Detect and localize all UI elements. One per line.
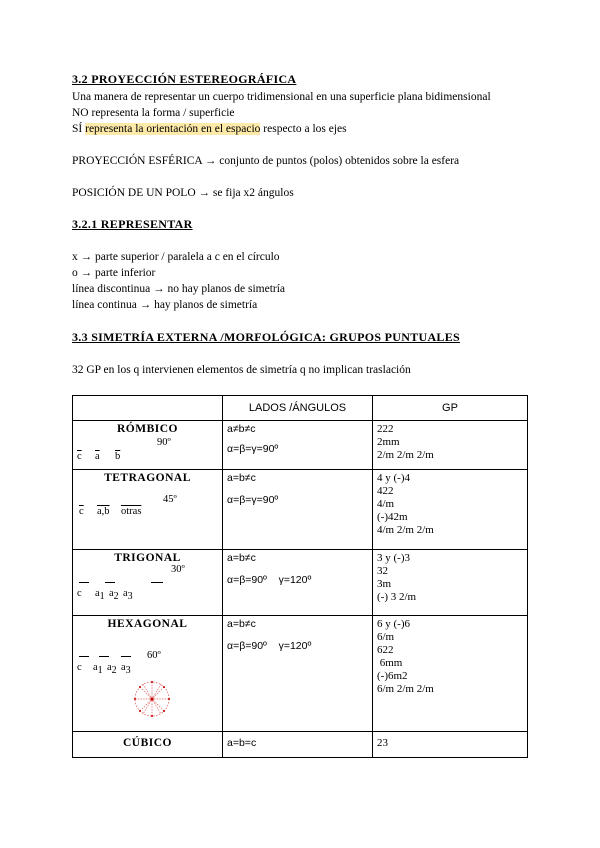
axis-label: otras <box>121 506 142 517</box>
sides-value: a=b≠c <box>227 472 256 484</box>
gp-value: 3 y (-)3 <box>377 552 410 564</box>
gp-value: (-) 3 2/m <box>377 591 417 603</box>
system-cell <box>73 550 223 616</box>
axis-label: $\overline{c}$ <box>79 506 84 517</box>
system-name: CÚBICO <box>122 737 172 749</box>
overline-mark <box>79 582 89 583</box>
system-cell <box>73 616 223 732</box>
gp-value: 6 y (-)6 <box>377 618 410 630</box>
sides-angles-cell <box>223 616 373 732</box>
axis-label: a,b <box>97 506 110 517</box>
axis-label: c <box>77 588 82 599</box>
point-groups-table <box>72 395 528 758</box>
angles-part: α=β=90º <box>227 574 267 586</box>
axis-label <box>95 588 105 602</box>
gp-value: 2/m 2/m 2/m <box>377 449 434 461</box>
overline-mark <box>151 582 163 583</box>
axis-letter: a <box>95 588 100 599</box>
axis-label <box>123 588 133 602</box>
text-line: NO representa la forma / superficie <box>72 107 235 119</box>
sides-value: a≠b≠c <box>227 423 256 435</box>
text-line: PROYECCIÓN ESFÉRICA → conjunto de puntos (polos) obtenidos sobre la esfera <box>72 155 460 167</box>
heading-3-2-1: 3.2.1 REPRESENTAR <box>72 217 193 231</box>
sides-value: a=b=c <box>227 737 257 749</box>
table-row <box>73 470 528 550</box>
text-line: POSICIÓN DE UN POLO → se fija x2 ángulos <box>72 187 294 199</box>
axis-label: $\overline{a}$ <box>95 451 100 462</box>
sides-angles-cell <box>223 421 373 470</box>
axis-label <box>93 662 103 676</box>
axis-label <box>109 588 119 602</box>
gp-value: 4/m <box>377 498 395 510</box>
text-line: 32 GP en los q intervienen elementos de simetría q no implican traslación <box>72 364 411 376</box>
overline-mark <box>105 582 115 583</box>
angles-value: α=β=γ=90º <box>227 494 279 506</box>
angles-value: α=β=γ=90º <box>227 443 279 455</box>
overline-mark <box>121 656 131 657</box>
axis-subscript: 1 <box>99 591 105 603</box>
angle-label: 60º <box>147 650 161 661</box>
gp-value: 622 <box>377 644 394 656</box>
axis-label: c <box>77 662 82 673</box>
angles-value <box>227 574 368 586</box>
gp-value: 32 <box>377 565 388 577</box>
gp-value: 422 <box>377 485 394 497</box>
system-cell <box>73 470 223 550</box>
text-span: respecto a los ejes <box>260 123 347 135</box>
gp-value: 6/m 2/m 2/m <box>377 683 434 695</box>
gp-value: (-)42m <box>377 511 408 523</box>
list-item: x → parte superior / paralela a c en el círculo <box>72 251 280 263</box>
gp-value: 4/m 2/m 2/m <box>377 524 434 536</box>
gp-cell <box>373 550 528 616</box>
system-name: HEXAGONAL <box>107 618 188 630</box>
system-name: TRIGONAL <box>114 552 181 564</box>
gp-value: 2mm <box>377 436 400 448</box>
heading-3-3: 3.3 SIMETRÍA EXTERNA /MORFOLÓGICA: GRUPOS PUNTUALES <box>72 330 461 344</box>
gp-cell <box>373 470 528 550</box>
gp-value: 4 y (-)4 <box>377 472 410 484</box>
list-item: línea continua → hay planos de simetría <box>72 299 258 311</box>
table-header: LADOS /ÁNGULOS <box>223 396 373 421</box>
stereographic-projection-diagram <box>127 676 177 722</box>
axis-label: $\overline{b}$ <box>115 451 121 462</box>
gp-value: 222 <box>377 423 394 435</box>
gp-value: 3m <box>377 578 392 590</box>
table-row <box>73 550 528 616</box>
list-item: línea discontinua → no hay planos de simetría <box>72 283 286 295</box>
angles-value <box>227 640 368 652</box>
angles-part: α=β=90º <box>227 640 267 652</box>
axis-label <box>107 662 117 676</box>
axis-letter: a <box>121 662 126 673</box>
table-header-row <box>73 396 528 421</box>
axis-letter: a <box>123 588 128 599</box>
gp-value: 6/m <box>377 631 395 643</box>
system-name: TETRAGONAL <box>104 472 191 484</box>
table-header <box>73 396 223 421</box>
axis-letter: a <box>93 662 98 673</box>
overline-mark <box>79 656 89 657</box>
axis-label: $\overline{c}$ <box>77 451 82 462</box>
list-item: o → parte inferior <box>72 267 156 279</box>
axis-label <box>121 662 131 676</box>
text-line: Una manera de representar un cuerpo tridimensional en una superficie plana bidimensional <box>72 91 491 103</box>
angle-label: 45º <box>163 494 177 505</box>
text-line <box>72 122 347 136</box>
sides-value: a=b≠c <box>227 618 256 630</box>
overline-mark <box>99 656 109 657</box>
sides-angles-cell <box>223 470 373 550</box>
table-row <box>73 732 528 758</box>
heading-3-2: 3.2 PROYECCIÓN ESTEREOGRÁFICA <box>72 72 297 86</box>
table-header: GP <box>373 396 528 421</box>
gp-value: 6mm <box>377 657 403 669</box>
axis-subscript: 2 <box>113 591 119 603</box>
axis-letter: a <box>109 588 114 599</box>
gp-value: (-)6m2 <box>377 670 408 682</box>
table-row <box>73 616 528 732</box>
system-cell <box>73 421 223 470</box>
gp-cell <box>373 421 528 470</box>
table-row <box>73 421 528 470</box>
angles-part: γ=120º <box>278 574 312 586</box>
angle-label: 90º <box>157 437 171 448</box>
axis-subscript: 1 <box>97 665 103 677</box>
gp-cell <box>373 616 528 732</box>
sides-angles-cell <box>223 732 373 758</box>
system-cell <box>73 732 223 758</box>
axis-subscript: 3 <box>125 665 131 677</box>
gp-cell <box>373 732 528 758</box>
text-span: SÍ <box>72 123 86 135</box>
gp-value: 23 <box>377 737 388 749</box>
angles-part: γ=120º <box>278 640 312 652</box>
axis-letter: a <box>107 662 112 673</box>
axis-subscript: 3 <box>127 591 133 603</box>
sides-angles-cell <box>223 550 373 616</box>
highlighted-text: representa la orientación en el espacio <box>85 123 261 135</box>
axis-subscript: 2 <box>111 665 117 677</box>
sides-value: a=b≠c <box>227 552 256 564</box>
system-name: RÓMBICO <box>117 423 178 435</box>
angle-label: 30º <box>171 564 185 575</box>
